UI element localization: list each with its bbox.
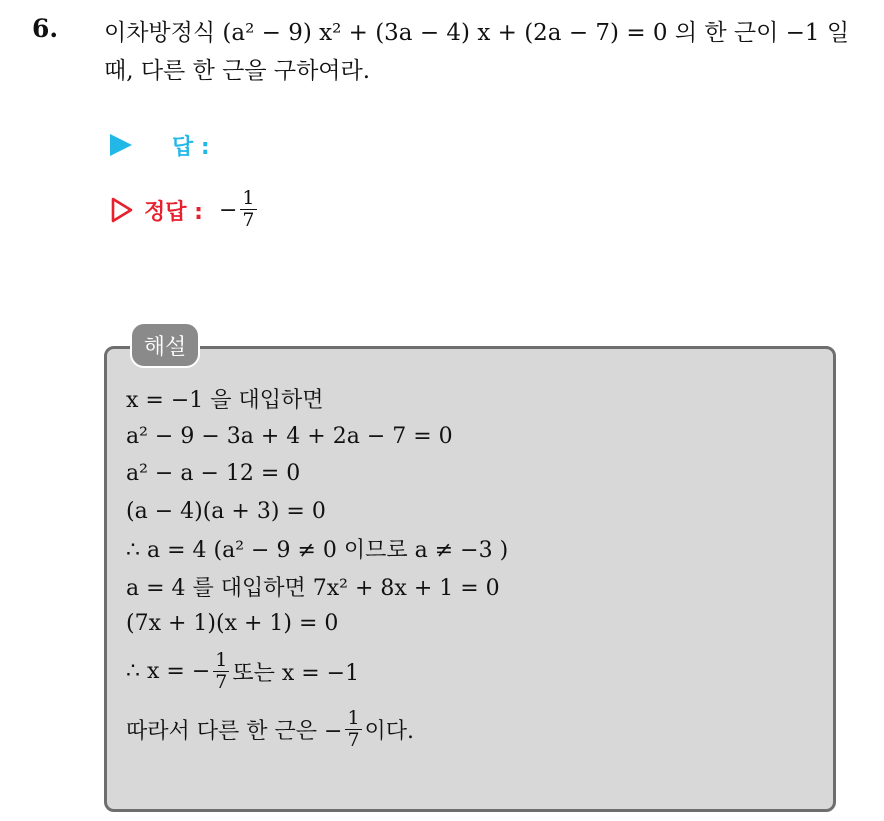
outline-play-icon bbox=[110, 197, 134, 223]
problem-line-1: 이차방정식 (a² − 9) x² + (3a − 4) x + (2a − 7) = 0 의 한 근이 −1 일 bbox=[104, 20, 850, 46]
fraction-numerator: 1 bbox=[215, 648, 228, 671]
correct-answer-row bbox=[110, 180, 260, 240]
solution-line-conclusion bbox=[126, 701, 826, 759]
correct-answer-label: 정답 : bbox=[144, 199, 203, 225]
roots-prefix: ∴ x = − bbox=[126, 659, 211, 684]
roots-fraction bbox=[213, 648, 229, 693]
fraction-denominator: 7 bbox=[242, 209, 255, 231]
problem-line-2: 때, 다른 한 근을 구하여라. bbox=[104, 58, 371, 84]
problem-number: 6. bbox=[32, 14, 59, 43]
solution-line: ∴ a = 4 (a² − 9 ≠ 0 이므로 a ≠ −3 ) bbox=[126, 538, 509, 564]
solution-line: (7x + 1)(x + 1) = 0 bbox=[126, 611, 339, 637]
solution-line-roots bbox=[126, 643, 826, 701]
fraction-denominator: 7 bbox=[215, 670, 228, 693]
correct-answer-fraction bbox=[240, 189, 256, 231]
problem-statement bbox=[104, 14, 864, 90]
conclusion-fraction bbox=[345, 706, 361, 751]
fraction-numerator: 1 bbox=[347, 706, 360, 729]
solution-content bbox=[126, 380, 826, 759]
answer-label: 답 : bbox=[172, 134, 210, 160]
fraction-denominator: 7 bbox=[347, 728, 360, 751]
solution-line: a² − a − 12 = 0 bbox=[126, 461, 301, 487]
roots-suffix: 또는 x = −1 bbox=[232, 661, 360, 686]
conclusion-suffix: 이다. bbox=[364, 719, 415, 744]
answer-row bbox=[110, 128, 210, 162]
conclusion-prefix: 따라서 다른 한 근은 − bbox=[126, 719, 343, 744]
fraction-numerator: 1 bbox=[242, 187, 255, 210]
solution-line: a = 4 를 대입하면 7x² + 8x + 1 = 0 bbox=[126, 575, 500, 601]
solution-tab: 해설 bbox=[130, 322, 200, 368]
correct-answer-sign: − bbox=[218, 197, 238, 223]
play-icon bbox=[110, 134, 132, 156]
solution-line: a² − 9 − 3a + 4 + 2a − 7 = 0 bbox=[126, 423, 453, 449]
correct-answer-value bbox=[219, 189, 260, 231]
solution-line: (a − 4)(a + 3) = 0 bbox=[126, 498, 326, 524]
solution-line: x = −1 을 대입하면 bbox=[126, 388, 324, 414]
